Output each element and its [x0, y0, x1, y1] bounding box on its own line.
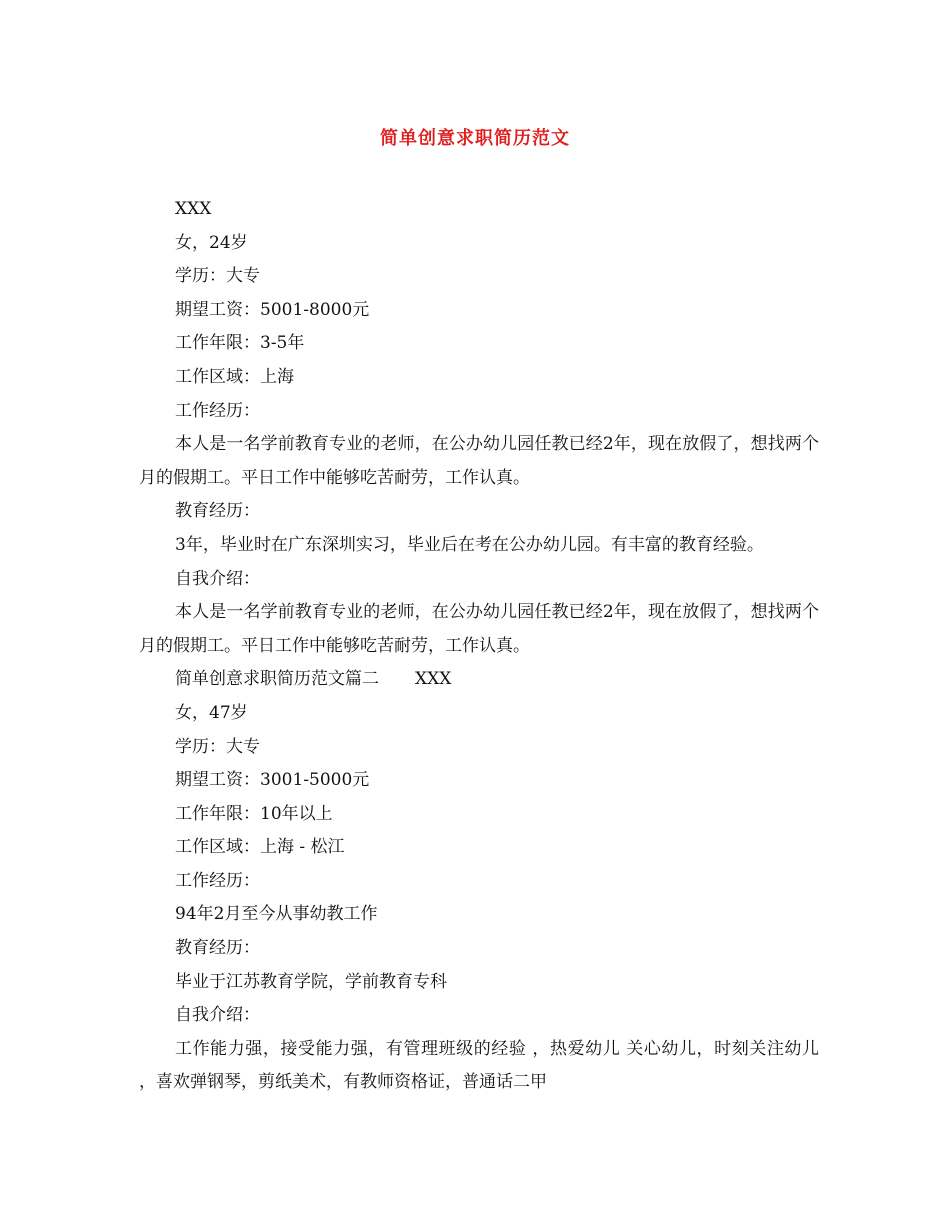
document-title: 简单创意求职简历范文 — [380, 128, 570, 149]
resume1-work-history-label: 工作经历： — [175, 400, 260, 421]
resume1-education-level: 学历：大专 — [175, 266, 260, 287]
resume2-education-level: 学历：大专 — [175, 736, 260, 757]
resume1-self-intro-label: 自我介绍： — [175, 568, 260, 589]
resume2-work-years: 工作年限：10年以上 — [175, 803, 333, 824]
resume2-work-history-label: 工作经历： — [175, 870, 260, 891]
resume1-work-years: 工作年限：3-5年 — [175, 333, 305, 354]
resume2-self-intro-label: 自我介绍： — [175, 1005, 260, 1026]
resume1-expected-salary: 期望工资：5001-8000元 — [175, 299, 370, 320]
resume1-work-area: 工作区域：上海 — [175, 366, 294, 387]
resume1-gender-age: 女，24岁 — [175, 232, 248, 253]
resume2-work-history-text: 94年2月至今从事幼教工作 — [175, 904, 378, 925]
resume2-self-intro-text: 工作能力强，接受能力强，有管理班级的经验 ，热爱幼儿 关心幼儿，时刻关注幼儿 ，喜欢弹钢琴，剪纸美术，有教师资格证，普通话二甲 — [139, 1038, 819, 1093]
resume2-gender-age: 女，47岁 — [175, 702, 248, 723]
resume2-name: XXX — [415, 669, 452, 690]
resume1-self-intro-text: 本人是一名学前教育专业的老师，在公办幼儿园任教已经2年，现在放假了，想找两个月的假期工。平日工作中能够吃苦耐劳，工作认真。 — [139, 602, 819, 656]
document-body — [139, 193, 819, 1100]
resume2-education-history-text: 毕业于江苏教育学院，学前教育专科 — [175, 971, 447, 992]
resume1-education-history-text: 3年，毕业时在广东深圳实习，毕业后在考在公办幼儿园。有丰富的教育经验。 — [175, 534, 764, 555]
resume2-heading-line — [139, 663, 819, 697]
resume1-education-history-label: 教育经历： — [175, 501, 260, 522]
resume2-expected-salary: 期望工资：3001-5000元 — [175, 770, 370, 791]
resume1-work-history-text: 本人是一名学前教育专业的老师，在公办幼儿园任教已经2年，现在放假了，想找两个月的假期工。平日工作中能够吃苦耐劳，工作认真。 — [139, 434, 819, 488]
resume2-heading: 简单创意求职简历范文篇二 — [175, 669, 379, 690]
resume2-work-area: 工作区域：上海 - 松江 — [175, 837, 345, 858]
resume2-education-history-label: 教育经历： — [175, 938, 260, 959]
resume1-name: XXX — [175, 199, 212, 219]
